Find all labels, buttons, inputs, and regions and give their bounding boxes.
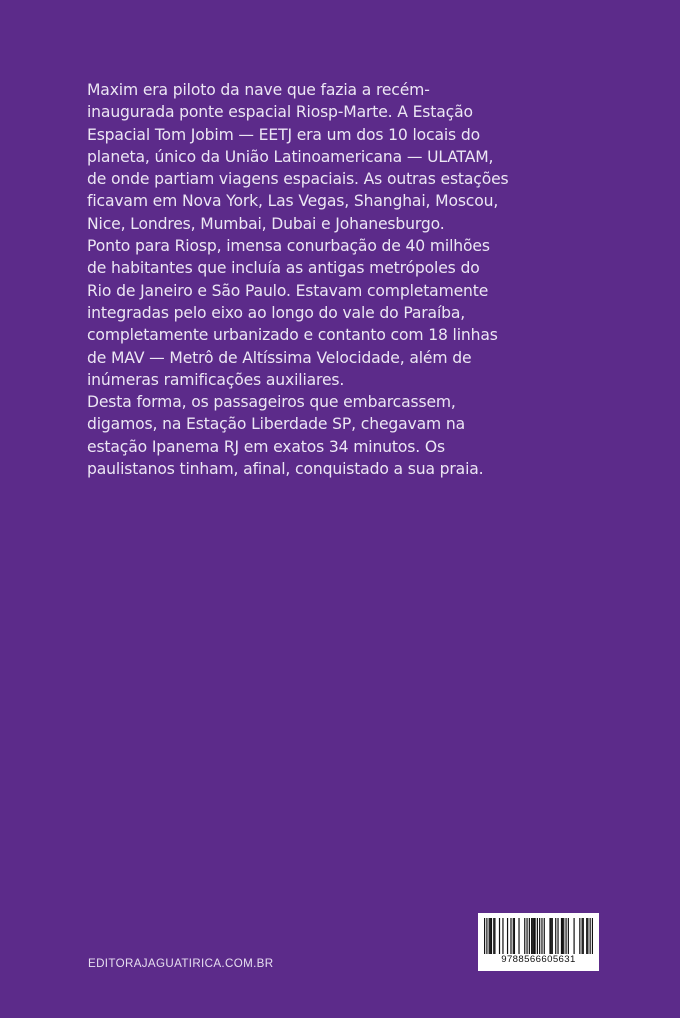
barcode-bar [514,918,515,954]
isbn-number: 9788566605631 [501,954,576,965]
synopsis-text [87,79,607,480]
barcode-bar [533,918,534,954]
synopsis-line: Nice, Londres, Mumbai, Dubai e Johanesburgo. [87,214,445,233]
barcode-bar [526,918,527,954]
synopsis-line: de habitantes que incluía as antigas metrópoles do [87,259,480,278]
barcode-bar [489,918,490,954]
barcode-bar [561,918,562,954]
barcode-bar [491,918,492,954]
synopsis-line: paulistanos tinham, afinal, conquistado a sua praia. [87,460,484,479]
barcode-bar [513,918,514,954]
barcode-bar [573,918,574,954]
barcode-bar [494,918,495,954]
barcode-bar [532,918,533,954]
synopsis-line: estação Ipanema RJ em exatos 34 minutos. Os [87,437,445,456]
barcode-bar [586,918,587,954]
synopsis-line: digamos, na Estação Liberdade SP, chegavam na [87,415,466,434]
barcode-bar [551,918,552,954]
barcode-bar [592,918,593,954]
barcode-bar [529,918,530,954]
barcode-bar [507,918,508,954]
barcode-bar [537,918,538,954]
synopsis-line: completamente urbanizado e contanto com 18 linhas [87,326,498,345]
barcode-bar [552,918,553,954]
synopsis-line: ficavam em Nova York, Las Vegas, Shanghai, Moscou, [87,192,499,211]
synopsis-line: de MAV — Metrô de Altíssima Velocidade, além de [87,348,472,367]
barcode-bar [502,918,503,954]
synopsis-line: integradas pelo eixo ao longo do vale do Paraíba, [87,303,466,322]
synopsis-line: Espacial Tom Jobim — EETJ era um dos 10 locais do [87,125,480,144]
barcode-bar [534,918,535,954]
barcode-bar [583,918,584,954]
barcode-bars [484,918,593,954]
barcode-bar [568,918,569,954]
synopsis-line: Rio de Janeiro e São Paulo. Estavam completamente [87,281,489,300]
synopsis-line: de onde partiam viagens espaciais. As outras estações [87,170,509,189]
barcode-bar [493,918,494,954]
synopsis-line: Maxim era piloto da nave que fazia a recém- [87,81,430,99]
synopsis-line: inaugurada ponte espacial Riosp-Marte. A Estação [87,103,473,122]
barcode-bar [549,918,550,954]
barcode-bar [484,918,485,954]
synopsis-line: Desta forma, os passageiros que embarcassem, [87,393,456,412]
barcode-bar [557,918,558,954]
barcode-bar [544,918,545,954]
barcode-bar [563,918,564,954]
barcode-bar [562,918,563,954]
barcode-bar [579,918,580,954]
barcode-bar [524,918,525,954]
synopsis-line: inúmeras ramificações auxiliares. [87,370,345,389]
barcode-bar [541,918,542,954]
barcode-bar [518,918,519,954]
isbn-barcode [478,913,599,971]
barcode-bar [510,918,511,954]
barcode-bar [590,918,591,954]
synopsis-line: planeta, único da União Latinoamericana — ULATAM, [87,147,494,166]
barcode-bar [499,918,500,954]
barcode-bar [565,918,566,954]
barcode-bar [531,918,532,954]
barcode-bar [486,918,487,954]
barcode-bar [587,918,588,954]
barcode-bar [555,918,556,954]
synopsis-line: Ponto para Riosp, imensa conurbação de 40 milhões [87,237,490,256]
barcode-bar [582,918,583,954]
barcode-bar [490,918,491,954]
publisher-url[interactable]: EDITORAJAGUATIRICA.COM.BR [88,957,274,970]
barcode-bar [539,918,540,954]
